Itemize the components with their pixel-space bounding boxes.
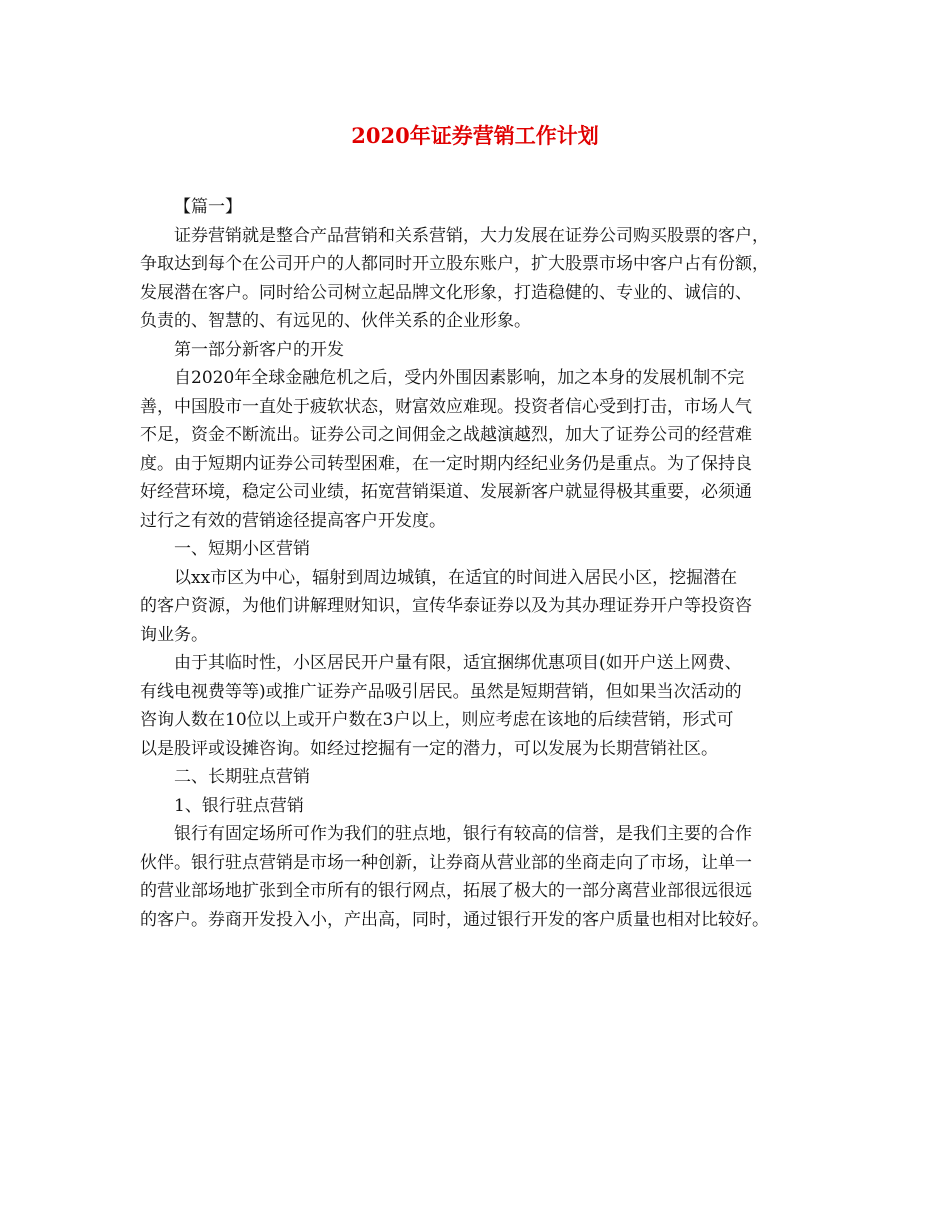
text-line: 询业务。	[140, 624, 208, 645]
text-line: 银行有固定场所可作为我们的驻点地，银行有较高的信誉，是我们主要的合作	[174, 824, 752, 844]
text-line: 善，中国股市一直处于疲软状态，财富效应难现。投资者信心受到打击，市场人气	[140, 396, 752, 417]
p-temporary	[140, 649, 820, 763]
p-background	[140, 364, 820, 535]
text-line: 度。由于短期内证券公司转型困难，在一定时期内经纪业务仍是重点。为了保持良	[140, 453, 752, 474]
text-line: 以是股评或设摊咨询。如经过挖掘有一定的潜力，可以发展为长期营销社区。	[140, 738, 718, 759]
text-line: 的客户。券商开发投入小，产出高，同时，通过银行开发的客户质量也相对比较好。	[140, 909, 769, 930]
text-line: 自2020年全球金融危机之后，受内外围因素影响，加之本身的发展机制不完	[174, 368, 745, 388]
p-heading-2	[140, 763, 820, 792]
text-line: 【篇一】	[174, 197, 242, 217]
text-line: 的客户资源，为他们讲解理财知识，宣传华泰证券以及为其办理证券开户等投资咨	[140, 596, 752, 616]
text-line: 咨询人数在10位以上或开户数在3户以上，则应考虑在该地的后续营销，形式可	[140, 710, 734, 730]
text-line: 第一部分新客户的开发	[174, 339, 344, 360]
text-line: 负责的、智慧的、有远见的、伙伴关系的企业形象。	[140, 311, 531, 331]
text-line: 证券营销就是整合产品营销和关系营销，大力发展在证券公司购买股票的客户，	[174, 225, 769, 246]
p-bank	[140, 820, 820, 934]
document-body	[140, 193, 820, 934]
p-community	[140, 564, 820, 650]
text-line: 的营业部场地扩张到全市所有的银行网点，拓展了极大的一部分离营业部很远很远	[140, 881, 752, 901]
text-line: 过行之有效的营销途径提高客户开发度。	[140, 510, 446, 531]
text-line: 由于其临时性，小区居民开户量有限，适宜捆绑优惠项目(如开户送上网费、	[174, 653, 742, 673]
text-line: 不足，资金不断流出。证券公司之间佣金之战越演越烈，加大了证券公司的经营难	[140, 425, 752, 445]
p-intro	[140, 222, 820, 336]
text-line: 1、银行驻点营销	[174, 795, 304, 816]
text-line: 二、长期驻点营销	[174, 767, 310, 787]
p-heading-1	[140, 535, 820, 564]
text-line: 有线电视费等等)或推广证券产品吸引居民。虽然是短期营销，但如果当次活动的	[140, 681, 742, 702]
text-line: 发展潜在客户。同时给公司树立起品牌文化形象，打造稳健的、专业的、诚信的、	[140, 282, 752, 303]
text-line: 伙伴。银行驻点营销是市场一种创新，让券商从营业部的坐商走向了市场，让单一	[140, 852, 752, 873]
text-line: 一、短期小区营销	[174, 539, 310, 559]
p-heading-2-1	[140, 792, 820, 821]
p-section	[140, 193, 820, 222]
text-line: 争取达到每个在公司开户的人都同时开立股东账户，扩大股票市场中客户占有份额，	[140, 254, 769, 274]
text-line: 以xx市区为中心，辐射到周边城镇，在适宜的时间进入居民小区，挖掘潜在	[174, 567, 738, 588]
p-heading-part1	[140, 336, 820, 365]
document-title: 2020年证券营销工作计划	[351, 123, 599, 148]
text-line: 好经营环境，稳定公司业绩，拓宽营销渠道、发展新客户就显得极其重要，必须通	[140, 482, 752, 502]
